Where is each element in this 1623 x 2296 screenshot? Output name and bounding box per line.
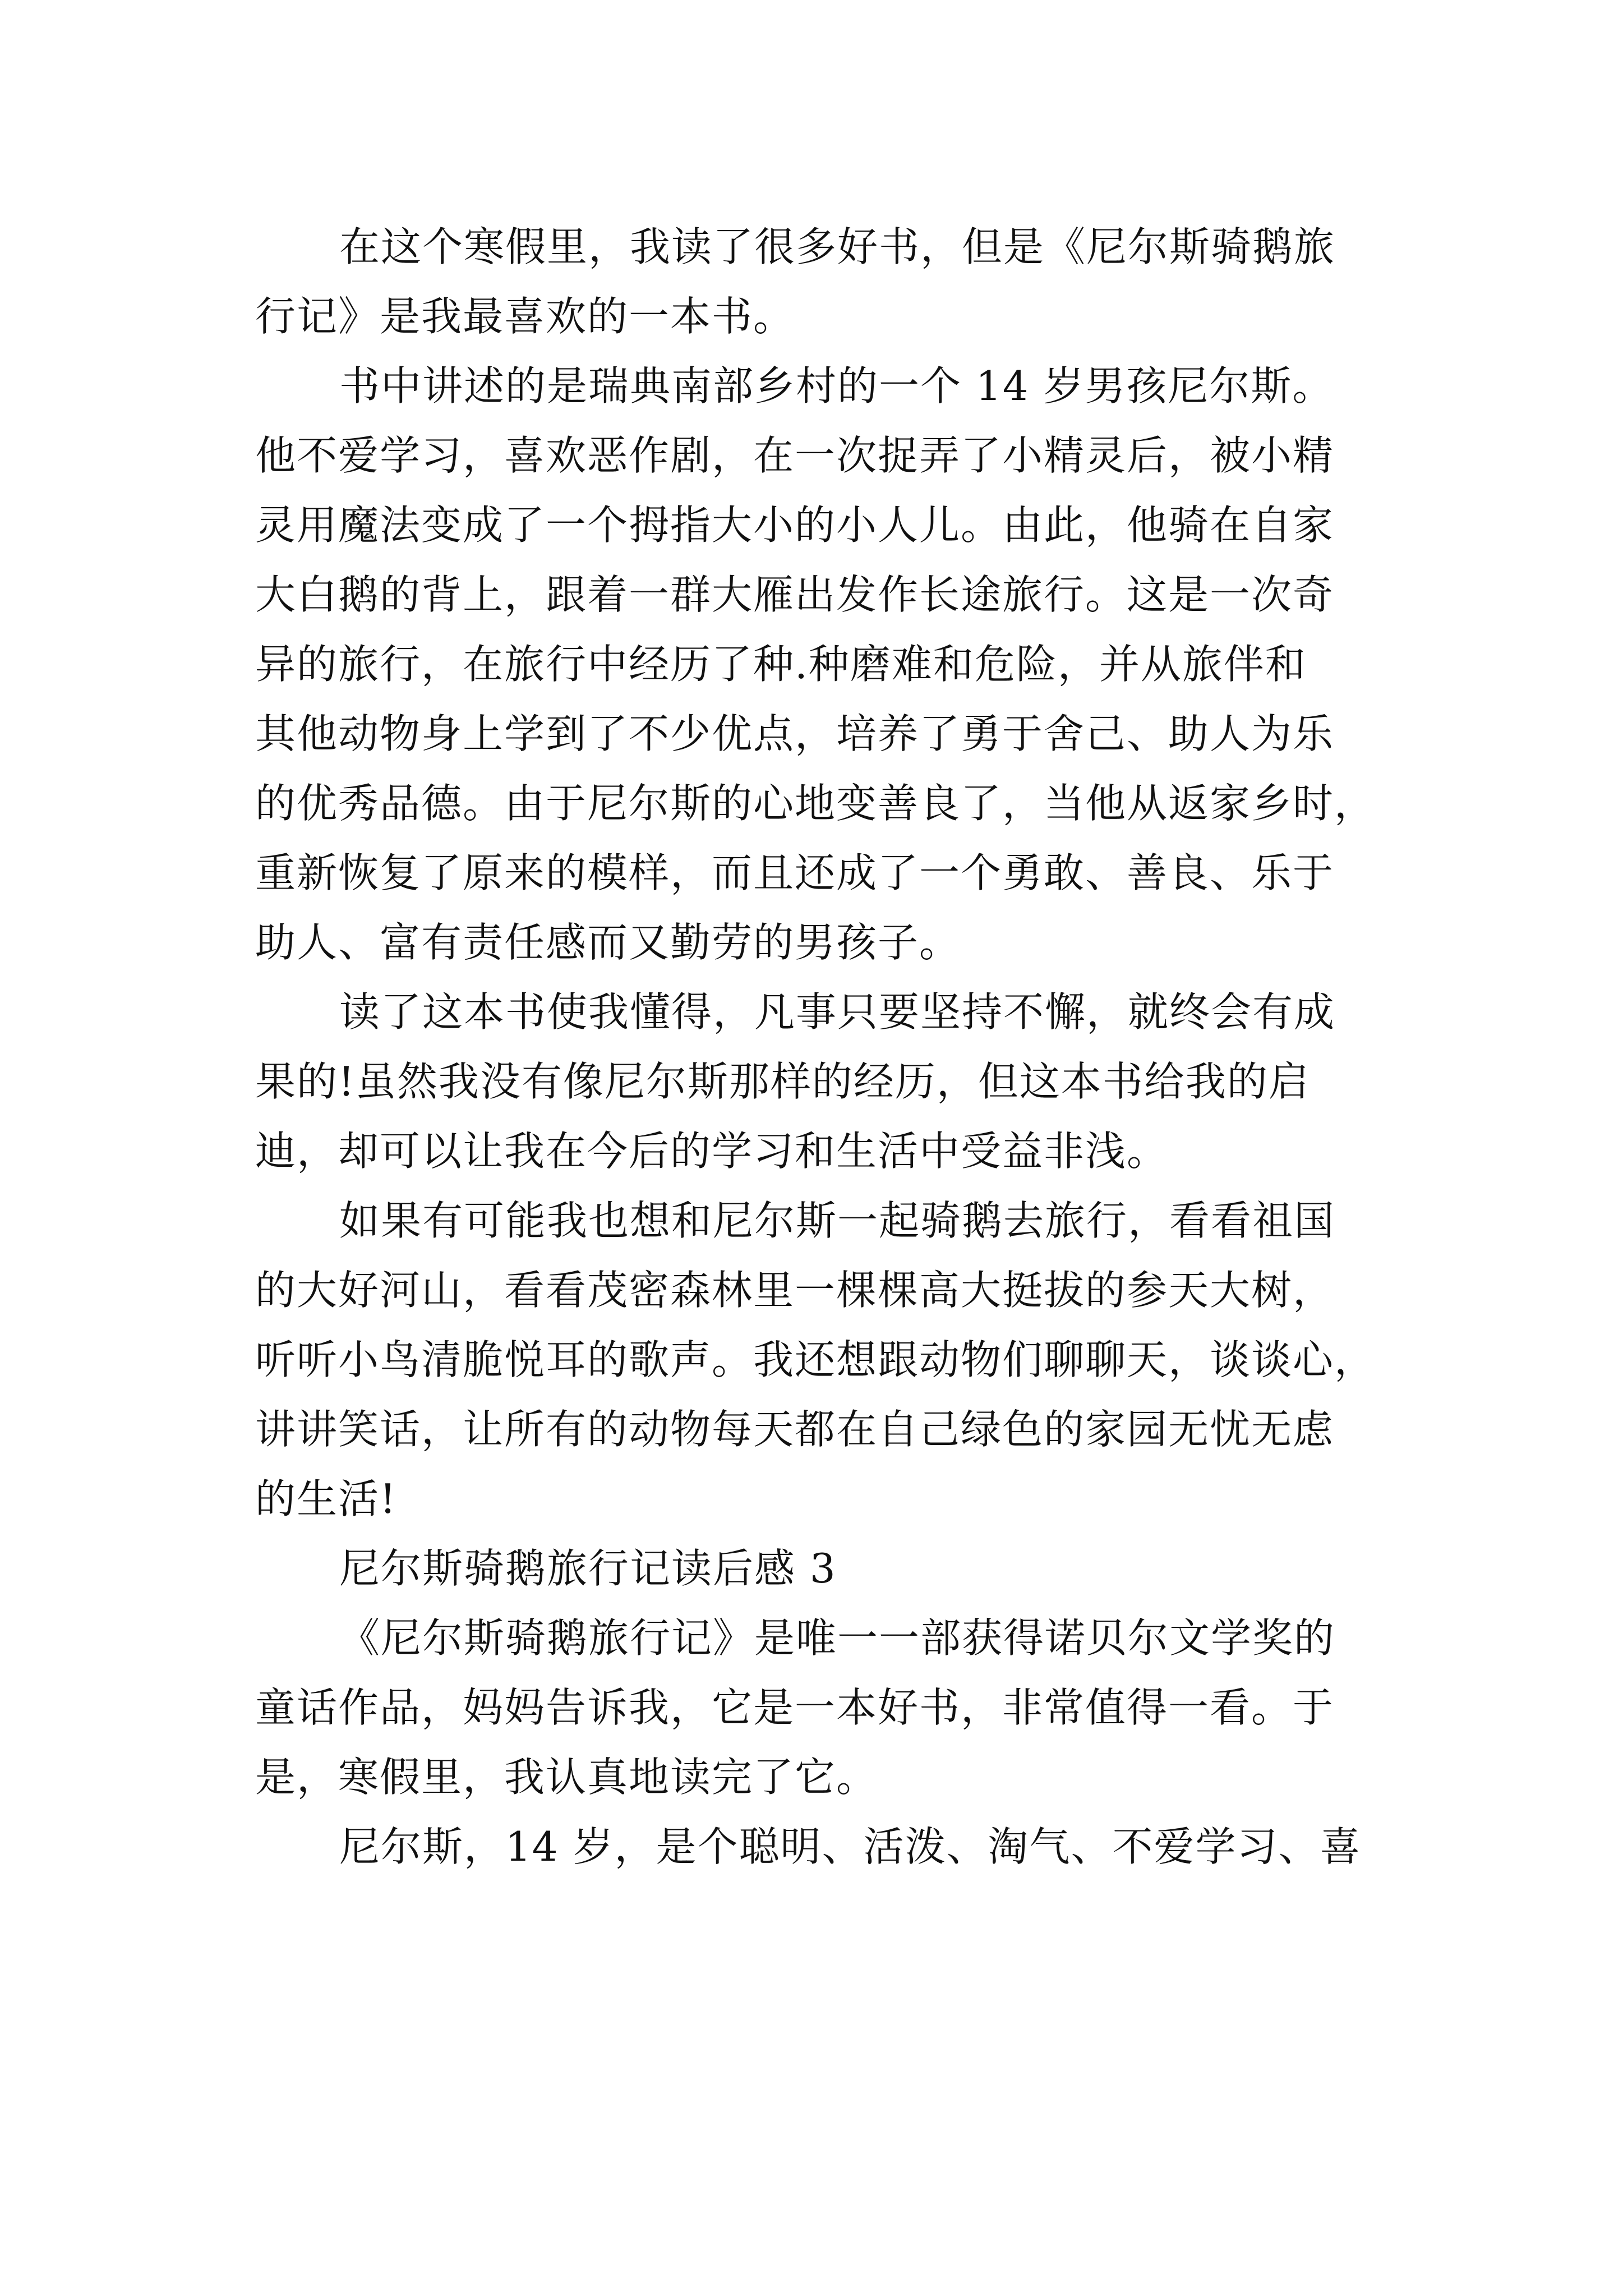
paragraph-line: 童话作品，妈妈告诉我，它是一本好书，非常值得一看。于 [255,1684,1335,1731]
paragraph-line: 重新恢复了原来的模样，而且还成了一个勇敢、善良、乐于 [255,849,1335,896]
paragraph-line: 助人、富有责任感而又勤劳的男孩子。 [255,919,961,966]
paragraph-line: 大白鹅的背上，跟着一群大雁出发作长途旅行。这是一次奇 [255,571,1335,618]
section-heading: 尼尔斯骑鹅旅行记读后感 3 [339,1545,837,1592]
paragraph-line: 读了这本书使我懂得，凡事只要坚持不懈，就终会有成 [339,988,1336,1036]
paragraph-line: 《尼尔斯骑鹅旅行记》是唯一一部获得诺贝尔文学奖的 [339,1614,1336,1662]
paragraph-line: 听听小鸟清脆悦耳的歌声。我还想跟动物们聊聊天，谈谈心， [255,1336,1376,1383]
paragraph-line: 的大好河山，看看茂密森林里一棵棵高大挺拔的参天大树， [255,1267,1335,1314]
paragraph-line: 如果有可能我也想和尼尔斯一起骑鹅去旅行，看看祖国 [339,1197,1336,1244]
paragraph-line: 灵用魔法变成了一个拇指大小的小人儿。由此，他骑在自家 [255,501,1335,549]
paragraph-line: 异的旅行，在旅行中经历了种.种磨难和危险，并从旅伴和 [255,641,1307,688]
paragraph-line: 在这个寒假里，我读了很多好书，但是《尼尔斯骑鹅旅 [339,223,1336,270]
paragraph-line: 书中讲述的是瑞典南部乡村的一个 14 岁男孩尼尔斯。 [339,362,1334,409]
paragraph-line: 果的!虽然我没有像尼尔斯那样的经历，但这本书给我的启 [255,1058,1310,1105]
paragraph-line: 是，寒假里，我认真地读完了它。 [255,1754,878,1801]
paragraph-line: 尼尔斯，14 岁，是个聪明、活泼、淘气、不爱学习、喜 [339,1823,1362,1870]
paragraph-line: 他不爱学习，喜欢恶作剧，在一次捉弄了小精灵后，被小精 [255,432,1335,479]
paragraph-line: 其他动物身上学到了不少优点，培养了勇于舍己、助人为乐 [255,710,1335,757]
paragraph-line: 迪，却可以让我在今后的学习和生活中受益非浅。 [255,1128,1169,1175]
paragraph-line: 行记》是我最喜欢的一本书。 [255,293,795,340]
paragraph-line: 的生活! [255,1475,397,1522]
paragraph-line: 的优秀品德。由于尼尔斯的心地变善良了，当他从返家乡时， [255,780,1376,827]
paragraph-line: 讲讲笑话，让所有的动物每天都在自己绿色的家园无忧无虑 [255,1406,1335,1453]
